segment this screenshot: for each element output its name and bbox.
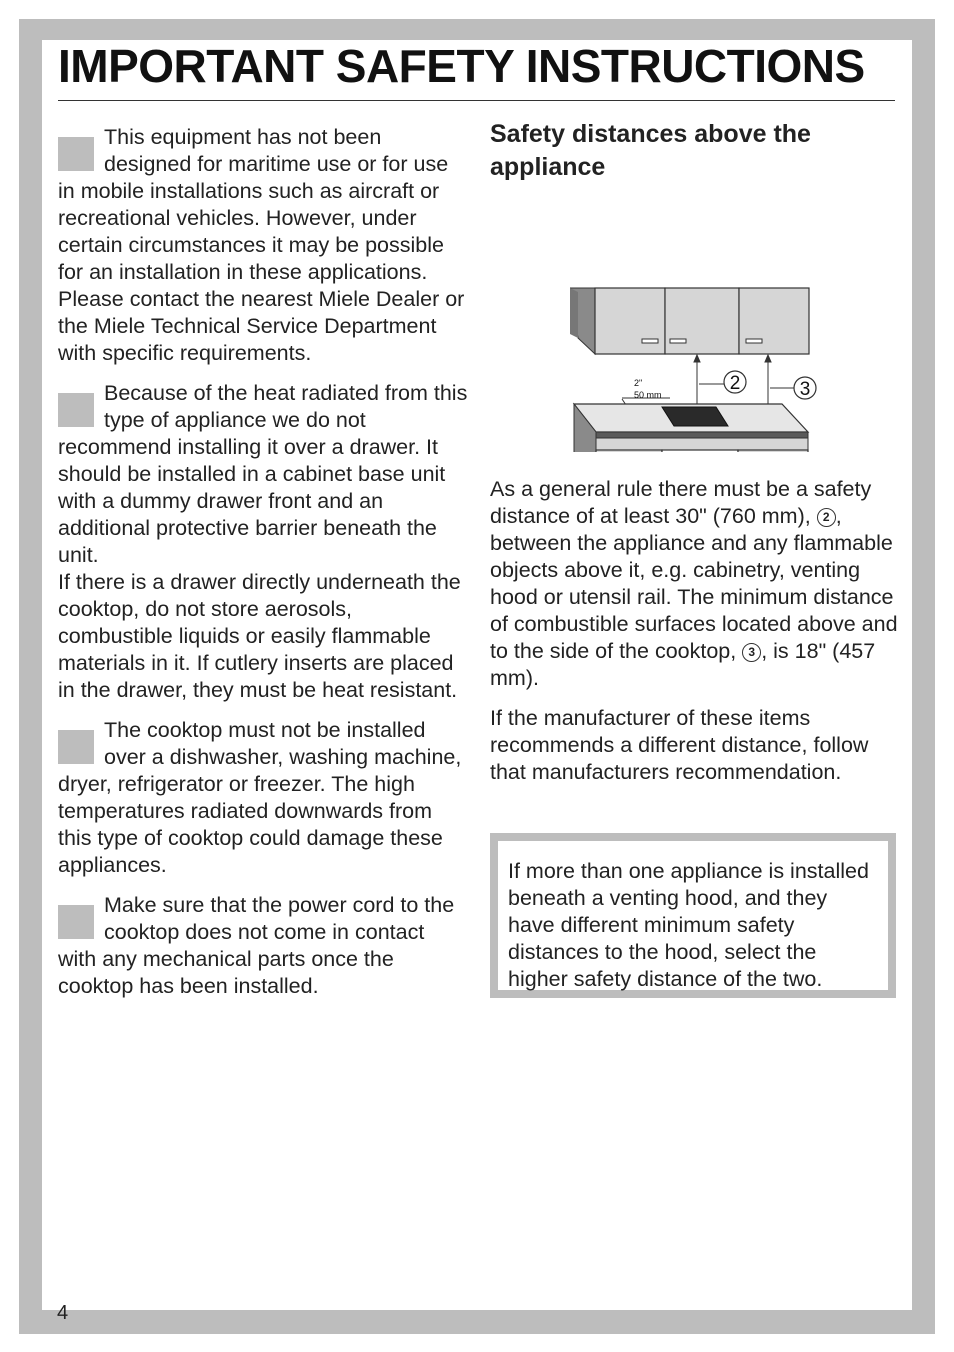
safety-text: The cooktop must not be installed over a dishwasher, washing machine, dryer, refrigerator or freezer. The high temperatures radiated downwards from this type of cooktop could damage these appliances. xyxy=(58,718,462,877)
safety-text-continuation: If there is a drawer directly underneath the cooktop, do not store aerosols, combustible liquids or easily flammable materials in it. If cutlery inserts are placed in the drawer, they must be heat resistant. xyxy=(58,570,461,702)
svg-text:2": 2" xyxy=(634,378,643,388)
rule-text-1: As a general rule there must be a safety distance of at least 30" (760 mm), xyxy=(490,477,872,528)
safety-text: This equipment has not been designed for maritime use or for use in mobile installations such as aircraft or recreational vehicles. However, under certain circumstances it may be possible for an installation in these applications. Please contact the nearest Miele Dealer or the Miele Technical Service Department with specific requirements. xyxy=(58,125,465,365)
safety-text: Because of the heat radiated from this type of appliance we do not recommend installing it over a drawer. It should be installed in a cabinet base unit with a dummy drawer front and an additional protective barrier beneath the unit. xyxy=(58,381,468,567)
safety-item-appliances xyxy=(58,717,468,879)
bullet-marker xyxy=(58,730,94,764)
bullet-marker xyxy=(58,137,94,171)
svg-text:2: 2 xyxy=(729,373,741,394)
safety-item-maritime xyxy=(58,124,468,367)
manufacturer-note: If the manufacturer of these items recommends a different distance, follow that manufacturers recommendation. xyxy=(490,706,869,784)
note-box xyxy=(490,833,896,998)
left-column xyxy=(58,124,468,1013)
callout-2 xyxy=(699,371,746,394)
marker-3: 3 xyxy=(742,643,761,662)
marker-2: 2 xyxy=(817,508,836,527)
section-heading: Safety distances above the appliance xyxy=(490,120,811,181)
safety-text: Make sure that the power cord to the cooktop does not come in contact with any mechanical parts once the cooktop has been installed. xyxy=(58,893,455,998)
page-number: 4 xyxy=(57,1302,69,1324)
safety-distance-diagram xyxy=(570,202,820,452)
note-box-inner xyxy=(498,841,888,990)
safety-item-drawer xyxy=(58,380,468,704)
bullet-marker xyxy=(58,393,94,427)
right-column xyxy=(490,118,900,786)
page-title: IMPORTANT SAFETY INSTRUCTIONS xyxy=(58,40,865,92)
rule-text-2: , between the appliance and any flammable objects above it, e.g. cabinetry, venting hood or utensil rail. The minimum distance of combustible surfaces located above and to the side of the cooktop, xyxy=(490,504,898,663)
bullet-marker xyxy=(58,905,94,939)
title-rule xyxy=(58,100,895,101)
note-text: If more than one appliance is installed beneath a venting hood, and they have different minimum safety distances to the hood, select the higher safety distance of the two. xyxy=(508,859,869,991)
countertop xyxy=(574,404,808,438)
svg-text:50 mm: 50 mm xyxy=(634,390,662,400)
svg-text:3: 3 xyxy=(799,379,811,400)
callout-3 xyxy=(770,377,816,400)
safety-item-power-cord xyxy=(58,892,468,1000)
safety-distance-rule xyxy=(490,476,900,692)
rule-text-3: , is 18" (457 mm). xyxy=(490,639,876,690)
wall-cabinets xyxy=(570,288,809,354)
dimension-label xyxy=(634,378,662,400)
